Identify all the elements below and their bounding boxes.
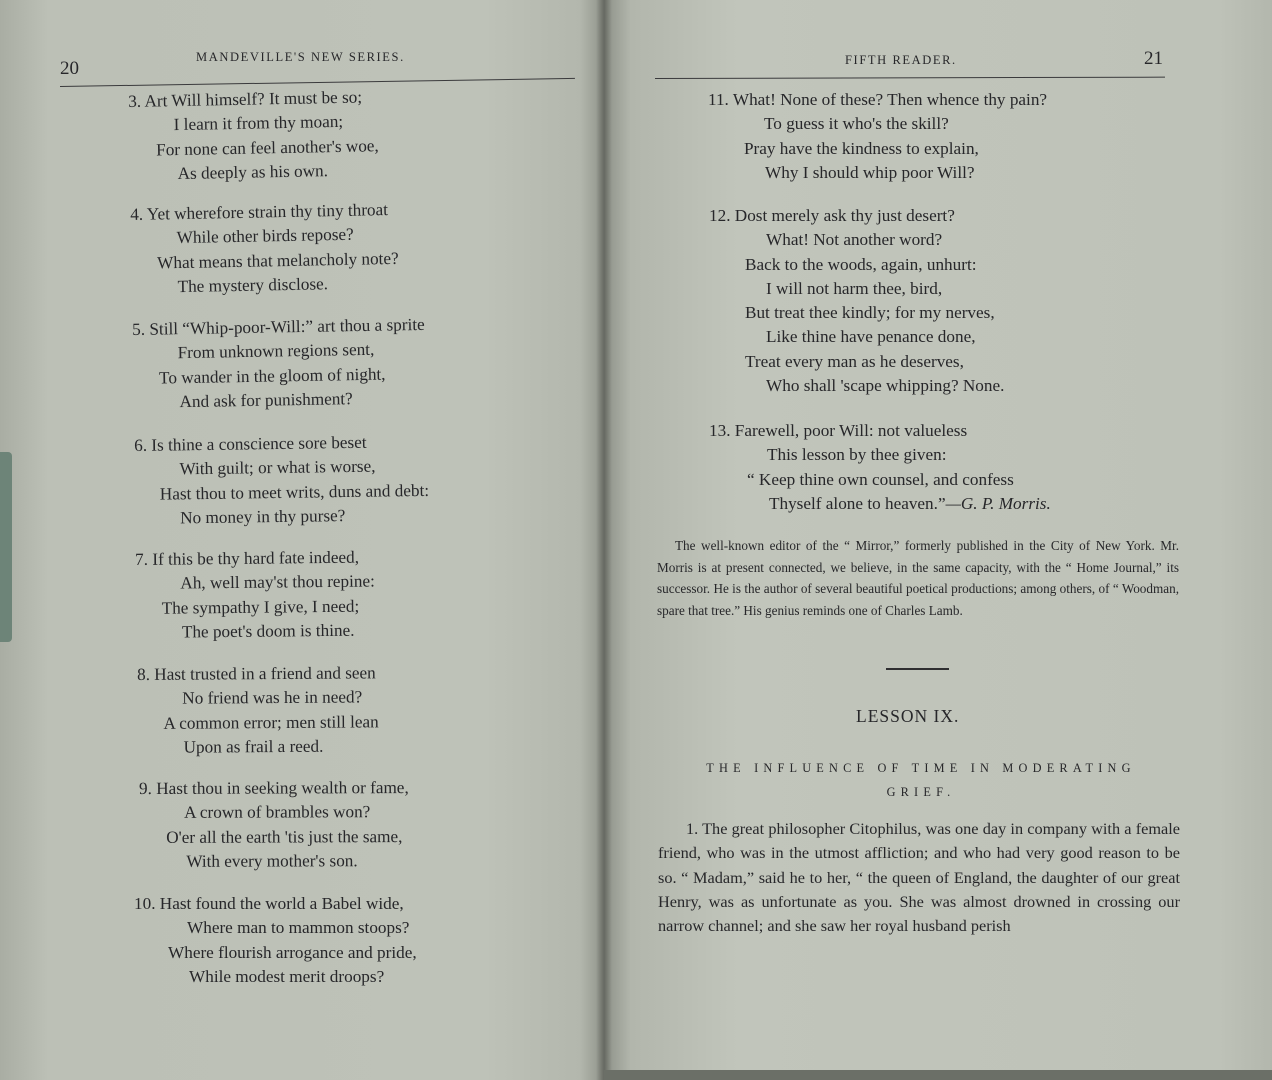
stanza-line: 8. Hast trusted in a friend and seen xyxy=(137,661,378,687)
stanza-line: 10. Hast found the world a Babel wide, xyxy=(134,892,417,916)
stanza-line: Who shall 'scape whipping? None. xyxy=(766,376,1005,396)
stanza-number: 4. xyxy=(130,204,144,224)
stanza-line: The sympathy I give, I need; xyxy=(161,596,360,618)
stanza-line: With guilt; or what is worse, xyxy=(179,456,376,479)
stanza-13 xyxy=(709,419,1051,516)
stanza-number: 9. xyxy=(139,778,152,798)
stanza-5 xyxy=(132,313,426,415)
stanza-number: 10. xyxy=(134,894,156,913)
stanza-number: 11. xyxy=(708,90,729,109)
stanza-number: 6. xyxy=(134,435,148,455)
stanza-number: 7. xyxy=(135,549,149,569)
stanza-line: O'er all the earth 'tis just the same, xyxy=(166,826,403,847)
stanza-10 xyxy=(134,892,417,989)
stanza-line: Hast thou to meet writs, duns and debt: xyxy=(159,480,430,504)
stanza-6 xyxy=(134,430,430,531)
stanza-line: A crown of brambles won? xyxy=(184,802,371,823)
stanza-line: For none can feel another's woe, xyxy=(155,135,379,160)
stanza-11 xyxy=(708,88,1047,185)
stanza-line: 12. Dost merely ask thy just desert? xyxy=(709,204,1004,228)
stanza-line: No money in thy purse? xyxy=(180,505,346,528)
lesson-heading: LESSON IX. xyxy=(856,706,960,726)
stanza-line: Pray have the kindness to explain, xyxy=(744,138,979,158)
stanza-line: This lesson by thee given: xyxy=(767,445,947,465)
stanza-line: Where man to mammon stoops? xyxy=(187,918,410,938)
stanza-line: A common error; men still lean xyxy=(163,711,379,733)
stanza-line: And ask for punishment? xyxy=(179,389,353,412)
left-page-number: 20 xyxy=(60,58,79,79)
stanza-9 xyxy=(139,776,409,874)
stanza-12 xyxy=(709,204,1004,398)
stanza-line: “ Keep thine own counsel, and confess xyxy=(747,469,1014,489)
stanza-line: From unknown regions sent, xyxy=(177,340,375,363)
stanza-line: The poet's doom is thine. xyxy=(181,620,355,642)
lesson-paragraph: 1. The great philosopher Citophilus, was one day in company with a female friend, who was in the utmost affliction; and who had very good reason to be so. “ Madam,” said he to her, “ the queen of England, the daughter of our great Henry, was as unfortunate as you. She was almost drowned in crossing our narrow channel; and she saw her royal husband perish xyxy=(658,819,1180,936)
book-gutter xyxy=(596,0,612,1080)
stanza-line: Upon as frail a reed. xyxy=(183,736,324,757)
stanza-3 xyxy=(128,85,379,187)
stanza-line: With every mother's son. xyxy=(186,851,358,871)
stanza-line: 13. Farewell, poor Will: not valueless xyxy=(709,419,1051,443)
left-running-head: MANDEVILLE'S NEW SERIES. xyxy=(196,50,405,64)
stanza-line: As deeply as his own. xyxy=(177,161,329,183)
stanza-line: 3. Art Will himself? It must be so; xyxy=(128,85,378,114)
stanza-number: 12. xyxy=(709,206,731,225)
stanza-number: 13. xyxy=(709,421,731,440)
stanza-line: 4. Yet wherefore strain thy tiny throat xyxy=(130,198,398,227)
stanza-line: The mystery disclose. xyxy=(177,274,329,296)
stanza-line: 9. Hast thou in seeking wealth or fame, xyxy=(139,776,409,801)
lesson-title xyxy=(660,756,1182,804)
stanza-line: Thyself alone to heaven.”—G. P. Morris. xyxy=(769,493,1051,513)
stanza-line: I will not harm thee, bird, xyxy=(766,278,943,298)
stanza-line: No friend was he in need? xyxy=(182,687,363,708)
stanza-line: Why I should whip poor Will? xyxy=(765,162,975,182)
stanza-line: While modest merit droops? xyxy=(189,966,385,986)
author-credit: —G. P. Morris. xyxy=(945,493,1051,513)
bookmark-tab xyxy=(0,452,12,642)
stanza-number: 5. xyxy=(132,319,146,339)
stanza-line: Where flourish arrogance and pride, xyxy=(168,942,417,962)
lesson-title-line: GRIEF. xyxy=(886,785,956,799)
stanza-line: To wander in the gloom of night, xyxy=(158,364,386,388)
stanza-line: 5. Still “Whip-poor-Will:” art thou a sprite xyxy=(132,313,425,342)
stanza-line: While other birds repose? xyxy=(176,225,354,248)
stanza-number: 8. xyxy=(137,664,151,684)
stanza-line: 7. If this be thy hard fate indeed, xyxy=(135,545,375,572)
stanza-line: I learn it from thy moan; xyxy=(173,112,344,135)
author-footnote: The well-known editor of the “ Mirror,” formerly published in the City of New York. Mr. Morris is at present connected, we believe, in the same capacity, with the “ Home Journal,” its successor. He is the author of several beautiful poetical productions; among others, of “ Woodman, spare that tree.” His genius reminds one of Charles Lamb. xyxy=(657,538,1179,618)
stanza-line: Like thine have penance done, xyxy=(766,327,976,347)
stanza-line: 6. Is thine a conscience sore beset xyxy=(134,430,429,458)
stanza-number: 3. xyxy=(128,91,142,111)
stanza-line: What! Not another word? xyxy=(766,230,943,250)
right-page-number: 21 xyxy=(1144,48,1163,69)
section-divider xyxy=(886,668,949,670)
stanza-line: But treat thee kindly; for my nerves, xyxy=(745,303,995,323)
stanza-line: What means that melancholy note? xyxy=(156,248,399,273)
stanza-line: To guess it who's the skill? xyxy=(764,114,949,134)
stanza-7 xyxy=(135,545,376,645)
stanza-line: Back to the woods, again, unhurt: xyxy=(745,254,977,274)
stanza-line: Treat every man as he deserves, xyxy=(745,351,964,371)
stanza-line: 11. What! None of these? Then whence thy pain? xyxy=(708,88,1047,112)
stanza-line: Ah, well may'st thou repine: xyxy=(180,571,375,593)
stanza-4 xyxy=(130,198,399,300)
page-bottom-edge xyxy=(604,1070,1272,1080)
stanza-8 xyxy=(137,661,379,760)
lesson-title-line: THE INFLUENCE OF TIME IN MODERATING xyxy=(706,761,1136,775)
right-running-head: FIFTH READER. xyxy=(845,53,957,67)
